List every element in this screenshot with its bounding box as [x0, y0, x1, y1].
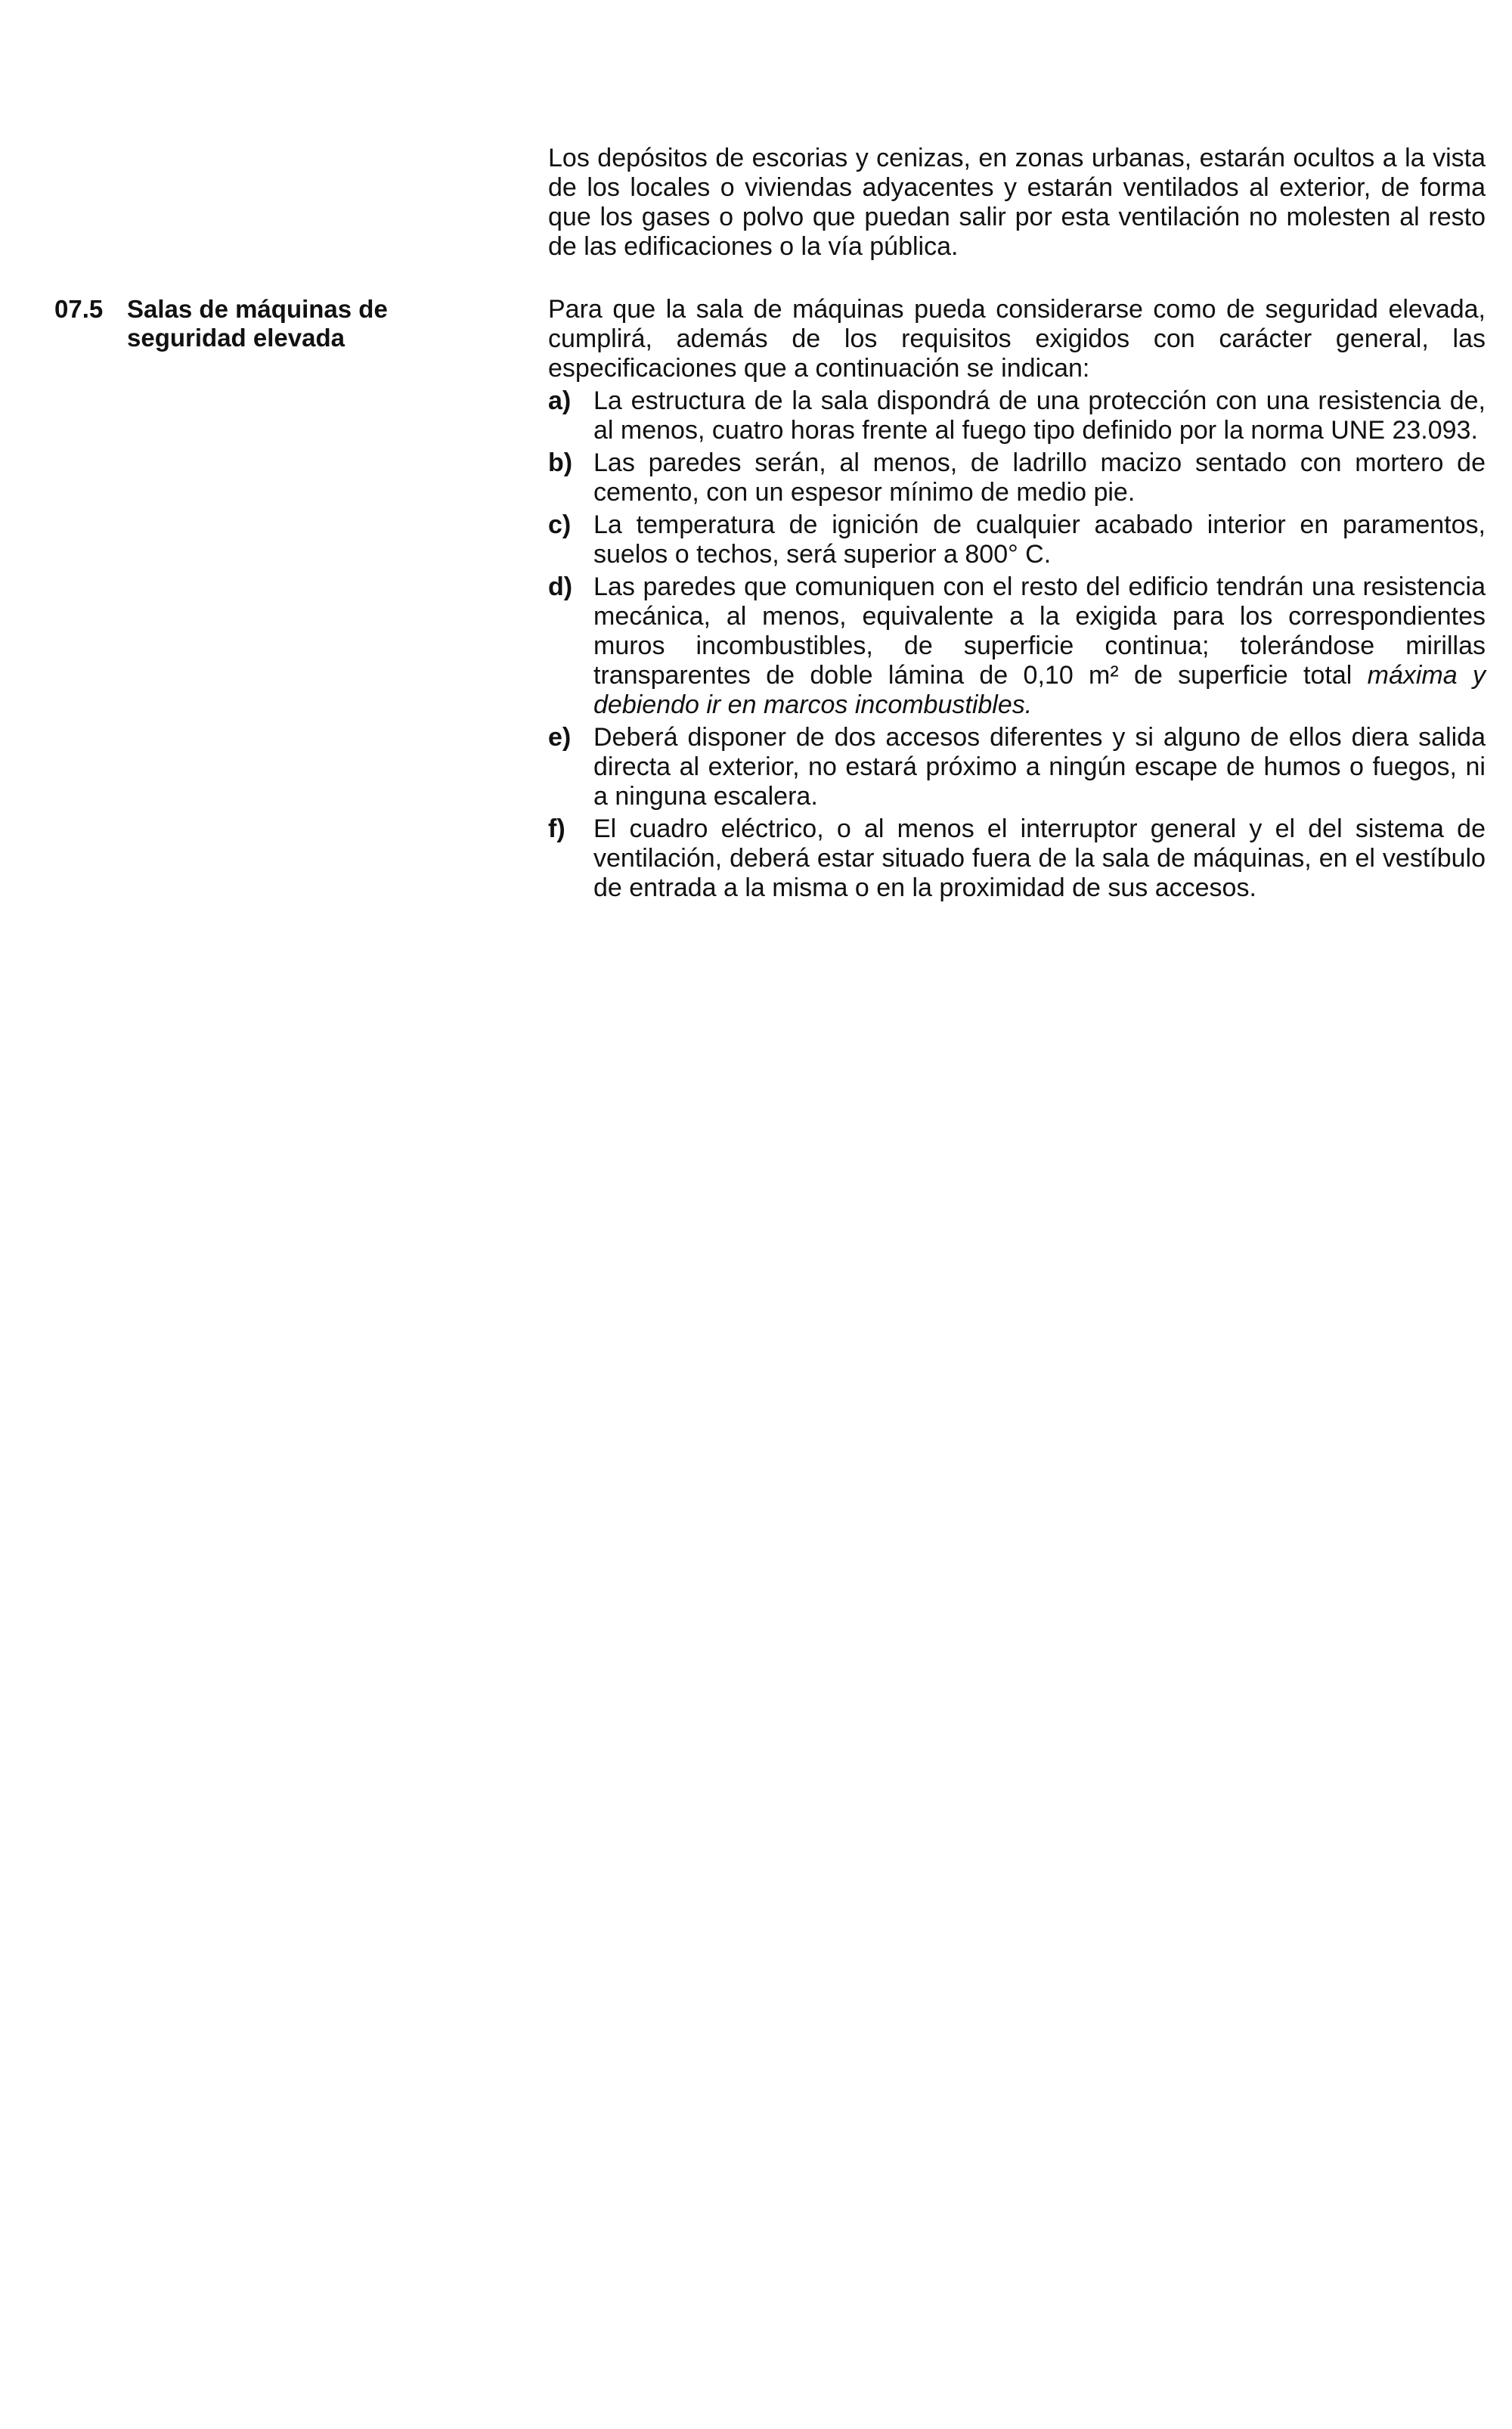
- section-heading: [54, 295, 508, 352]
- list-item: [548, 448, 1486, 507]
- list-item-text: El cuadro eléctrico, o al menos el interruptor general y el del sistema de ventilación, deberá estar situado fuera de la sala de máquinas, en el vestíbulo de entrada a la misma o en la proximidad de sus accesos.: [593, 814, 1486, 902]
- list-item-letter: f): [548, 814, 565, 843]
- list-item: [548, 814, 1486, 903]
- list-item: [548, 386, 1486, 445]
- list-item-text: Las paredes serán, al menos, de ladrillo macizo sentado con mortero de cemento, con un espesor mínimo de medio pie.: [593, 448, 1486, 507]
- list-item-letter: c): [548, 510, 572, 539]
- list-item-letter: b): [548, 448, 573, 477]
- list-item-letter: a): [548, 386, 572, 415]
- list-item: [548, 510, 1486, 569]
- section-body: [548, 295, 1486, 906]
- section-number: 07.5: [54, 295, 104, 323]
- list-item-text: Las paredes que comuniquen con el resto del edificio tendrán una resistencia mecánica, al menos, equivalente a la exigida para los correspondientes muros incombustibles, de superficie continua; tolerándose mirillas transparentes de doble lámina de 0,10 m² de superficie total: [593, 572, 1486, 690]
- list-item-letter: d): [548, 572, 573, 601]
- list-item: [548, 572, 1486, 720]
- list-item-italic-text: máxima y debiendo ir en marcos incombustibles.: [593, 661, 1486, 719]
- list-item-text: La estructura de la sala dispondrá de una protección con una resistencia de, al menos, cuatro horas frente al fuego tipo definido por la norma UNE 23.093.: [593, 386, 1486, 445]
- section-lead-paragraph: Para que la sala de máquinas pueda considerarse como de seguridad elevada, cumplirá, además de los requisitos exigidos con carácter general, las especificaciones que a continuación se indican:: [548, 295, 1486, 383]
- list-item: [548, 723, 1486, 811]
- intro-paragraph: Los depósitos de escorias y cenizas, en zonas urbanas, estarán ocultos a la vista de los locales o viviendas adyacentes y estarán ventilados al exterior, de forma que los gases o polvo que puedan salir por esta ventilación no molesten al resto de las edificaciones o la vía pública.: [548, 144, 1486, 261]
- list-item-text: Deberá disponer de dos accesos diferentes y si alguno de ellos diera salida directa al exterior, no estará próximo a ningún escape de humos o fuegos, ni a ninguna escalera.: [593, 723, 1486, 811]
- list-item-letter: e): [548, 723, 572, 752]
- list-item-text-container: [593, 572, 1486, 720]
- section-title: Salas de máquinas de seguridad elevada: [127, 295, 388, 352]
- list-item-text: La temperatura de ignición de cualquier acabado interior en paramentos, suelos o techos, será superior a 800° C.: [593, 510, 1486, 569]
- requirements-list: [548, 386, 1486, 903]
